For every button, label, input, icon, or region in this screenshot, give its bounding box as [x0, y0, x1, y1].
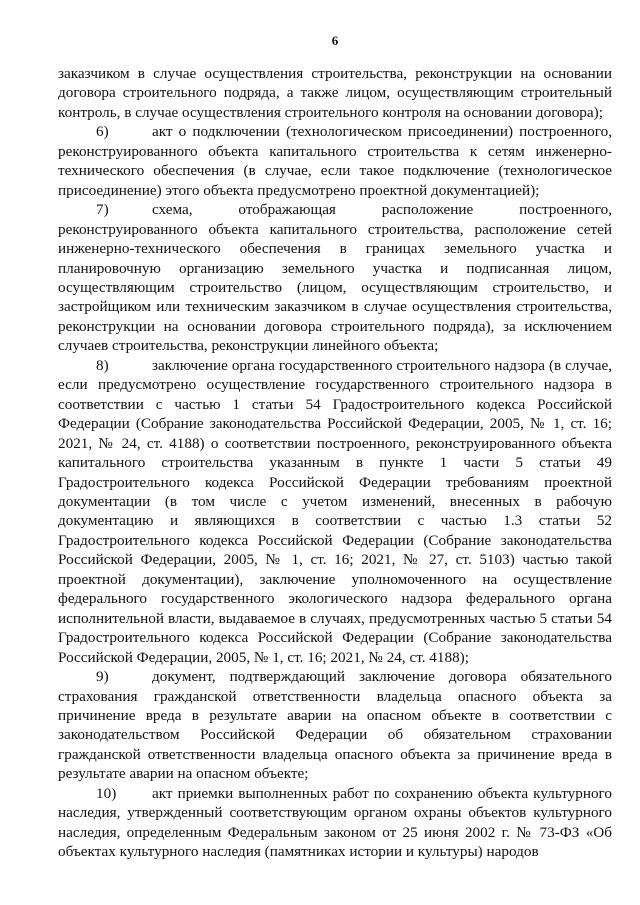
paragraph-text: документ, подтверждающий заключение договора обязательного страхования гражданской ответственности владельца опасного объекта за причинение вреда в результате аварии на опасном объекте в соответствии с законодательством Российской Федерации об обязательном страховании гражданской ответственности владельца опасного объекта за причинение вреда в результате аварии на опасном объекте;	[58, 668, 612, 783]
page-number: 6	[331, 33, 339, 48]
list-item-7	[58, 200, 612, 356]
list-item-9	[58, 667, 612, 784]
list-item-number: 10)	[96, 784, 117, 802]
list-item-number: 9)	[96, 668, 109, 686]
paragraph-text: схема, отображающая расположение построенного, реконструированного объекта капитального строительства, расположение сетей инженерно-технического обеспечения в границах земельного участка и планировочную организацию земельного участка и подписанная лицом, осуществляющим строительство (лицом, осуществляющим строительство, и застройщиком или техническим заказчиком в случае осуществления строительства, реконструкции на основании договора строительного подряда), за исключением случаев строительства, реконструкции линейного объекта;	[58, 201, 612, 355]
list-item-number: 8)	[96, 356, 109, 374]
document-page	[58, 0, 612, 862]
paragraph-continuation	[58, 64, 612, 122]
paragraph-text: акт о подключении (технологическом присоединении) построенного, реконструированного объекта капитального строительства к сетям инженерно-технического обеспечения (в случае, если такое подключение (технологическое присоединение) этого объекта предусмотрено проектной документацией);	[58, 123, 612, 199]
list-item-8	[58, 356, 612, 667]
list-item-10	[58, 784, 612, 862]
list-item-number: 6)	[96, 123, 109, 141]
paragraph-text: акт приемки выполненных работ по сохранению объекта культурного наследия, утвержденный соответствующим органом охраны объектов культурного наследия, определенным Федеральным законом от 25 июня 2002 г. № 73-ФЗ «Об объектах культурного наследия (памятниках истории и культуры) народов	[58, 784, 612, 861]
document-body	[58, 64, 612, 862]
paragraph-text: заключение органа государственного строительного надзора (в случае, если предусмотрено осуществление государственного строительного надзора в соответствии с частью 1 статьи 54 Градостроительного кодекса Российской Федерации (Собрание законодательства Российской Федерации, 2005, № 1, ст. 16; 2021, № 24, ст. 4188) о соответствии построенного, реконструированного объекта капитального строительства указанным в пункте 1 части 5 статьи 49 Градостроительного кодекса Российской Федерации требованиям проектной документации (в том числе с учетом изменений, внесенных в рабочую документацию и являющихся в соответствии с частью 1.3 статьи 52 Градостроительного кодекса Российской Федерации (Собрание законодательства Российской Федерации, 2005, № 1, ст. 16; 2021, № 27, ст. 5103) частью такой проектной документации), заключение уполномоченного на осуществление федерального государственного экологического надзора федерального органа исполнительной власти, выдаваемое в случаях, предусмотренных частью 5 статьи 54 Градостроительного кодекса Российской Федерации (Собрание законодательства Российской Федерации, 2005, № 1, ст. 16; 2021, № 24, ст. 4188);	[58, 356, 612, 666]
list-item-number: 7)	[96, 201, 109, 219]
list-item-6	[58, 122, 612, 200]
paragraph-text: заказчиком в случае осуществления строительства, реконструкции на основании договора строительного подряда, а также лицом, осуществляющим строительный контроль, в случае осуществления строительного контроля на основании договора);	[58, 65, 612, 121]
